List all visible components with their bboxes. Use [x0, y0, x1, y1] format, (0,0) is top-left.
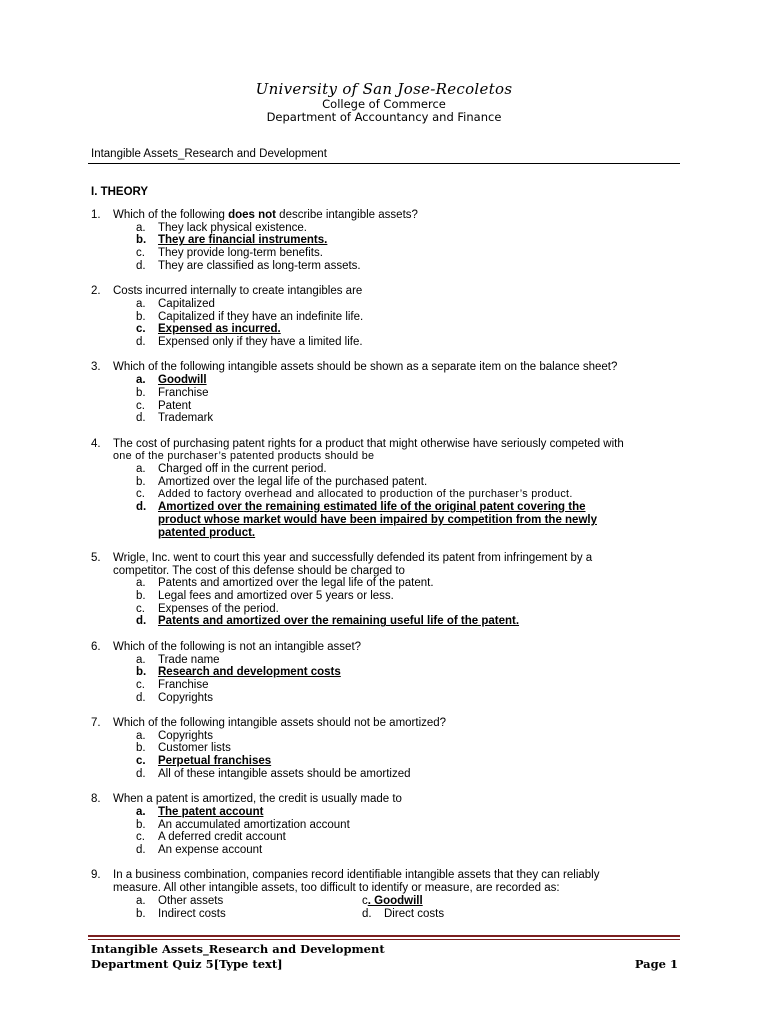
question-number: 8.: [91, 793, 101, 806]
option-a: a. Copyrights: [136, 729, 213, 742]
question-text: The cost of purchasing patent rights for a product that might otherwise have seriously competed with: [113, 437, 624, 450]
option-b: b. Franchise: [136, 386, 209, 399]
question-text-continued: measure. All other intangible assets, too difficult to identify or measure, are recorded as:: [113, 882, 560, 895]
option-d: d. Copyrights: [136, 691, 213, 704]
question-number: 1.: [91, 209, 101, 221]
page-number: Page 1: [634, 957, 678, 971]
question-number: 4.: [91, 437, 101, 450]
question-text-continued: one of the purchaser’s patented products should be: [113, 450, 375, 463]
option-c-correct: c. Goodwill: [362, 894, 423, 907]
question-text: In a business combination, companies record identifiable intangible assets that they can reliably: [113, 869, 600, 882]
options-row-2: [91, 908, 691, 921]
option-d: d. Expensed only if they have a limited life.: [136, 336, 363, 349]
option-d: d. Direct costs: [362, 907, 445, 920]
option-b: b. Indirect costs: [136, 907, 226, 920]
question-number: 9.: [91, 869, 101, 882]
question-text: Wrigle, Inc. went to court this year and successfully defended its patent from infringement by a: [113, 551, 593, 564]
option-c: c. Franchise: [136, 678, 209, 691]
header-divider: [88, 163, 680, 164]
option-c: c. A deferred credit account: [136, 831, 286, 844]
option-d: d. Trademark: [136, 412, 214, 425]
footer-subject: Intangible Assets_Research and Development: [91, 942, 385, 956]
question-7: [91, 717, 691, 781]
question-3: [91, 361, 691, 425]
option-a: a. Patents and amortized over the legal life of the patent.: [136, 577, 434, 590]
question-2: [91, 285, 691, 349]
footer-divider-thin: [88, 939, 680, 940]
question-1: [91, 209, 691, 273]
section-title: I. THEORY: [91, 186, 149, 198]
question-text: When a patent is amortized, the credit is usually made to: [113, 793, 402, 806]
footer-divider-thick: [88, 935, 680, 937]
question-8: [91, 793, 691, 857]
option-d: d. All of these intangible assets should be amortized: [136, 767, 411, 780]
college-name: College of Commerce: [322, 97, 446, 111]
option-c-correct: c. Expensed as incurred.: [136, 323, 281, 336]
option-d: d. An expense account: [136, 844, 263, 857]
question-number: 5.: [91, 551, 101, 564]
option-d-correct: d. Amortized over the remaining estimated life of the original patent covering the product whose market would have been impaired by competition from the newly patented product.: [136, 501, 597, 539]
footer-quiz-label: Department Quiz 5[Type text]: [91, 957, 283, 971]
question-6: [91, 641, 691, 705]
option-c: c. Expenses of the period.: [136, 602, 279, 615]
question-9: [91, 869, 691, 920]
question-4: [91, 438, 691, 540]
option-d-correct: d. Patents and amortized over the remaining useful life of the patent.: [136, 615, 520, 628]
option-b: b. Capitalized if they have an indefinite life.: [136, 310, 364, 323]
question-text: Which of the following is not an intangible asset?: [113, 640, 362, 653]
question-text-continued: competitor. The cost of this defense should be charged to: [113, 564, 405, 577]
question-number: 6.: [91, 640, 101, 653]
question-text: Costs incurred internally to create intangibles are: [113, 285, 363, 298]
option-b: b. Customer lists: [136, 742, 231, 755]
option-c-correct: c. Perpetual franchises: [136, 755, 272, 768]
option-a-correct: a. The patent account: [136, 805, 264, 818]
options-row-1: [91, 895, 691, 908]
option-c: c. They provide long-term benefits.: [136, 247, 323, 260]
option-a: a. Trade name: [136, 653, 220, 666]
question-number: 7.: [91, 717, 101, 730]
question-text: Which of the following does not describe intangible assets?: [113, 209, 418, 221]
university-name: University of San Jose-Recoletos: [255, 80, 513, 98]
option-b: b. An accumulated amortization account: [136, 818, 350, 831]
option-c: c. Added to factory overhead and allocated to production of the purchaser’s product.: [136, 488, 573, 501]
question-number: 3.: [91, 361, 101, 374]
question-text: Which of the following intangible assets should not be amortized?: [113, 717, 447, 730]
option-b: b. Amortized over the legal life of the purchased patent.: [136, 475, 428, 488]
option-a-correct: a. Goodwill: [136, 374, 207, 387]
option-b: b. Legal fees and amortized over 5 years or less.: [136, 590, 394, 603]
option-d: d. They are classified as long-term assets.: [136, 259, 361, 272]
option-a: a. Capitalized: [136, 297, 215, 310]
option-b-correct: b. Research and development costs: [136, 666, 341, 679]
option-a: a. Charged off in the current period.: [136, 463, 327, 476]
option-a: a. Other assets: [136, 894, 224, 907]
question-text: Which of the following intangible assets should be shown as a separate item on the balance sheet?: [113, 361, 618, 374]
question-list: [91, 209, 691, 933]
question-5: [91, 552, 691, 628]
option-a: a. They lack physical existence.: [136, 221, 307, 234]
option-b-correct: b. They are financial instruments.: [136, 234, 328, 247]
department-name: Department of Accountancy and Finance: [266, 110, 502, 124]
subject-title: Intangible Assets_Research and Development: [91, 148, 327, 160]
option-c: c. Patent: [136, 399, 192, 412]
question-number: 2.: [91, 285, 101, 298]
